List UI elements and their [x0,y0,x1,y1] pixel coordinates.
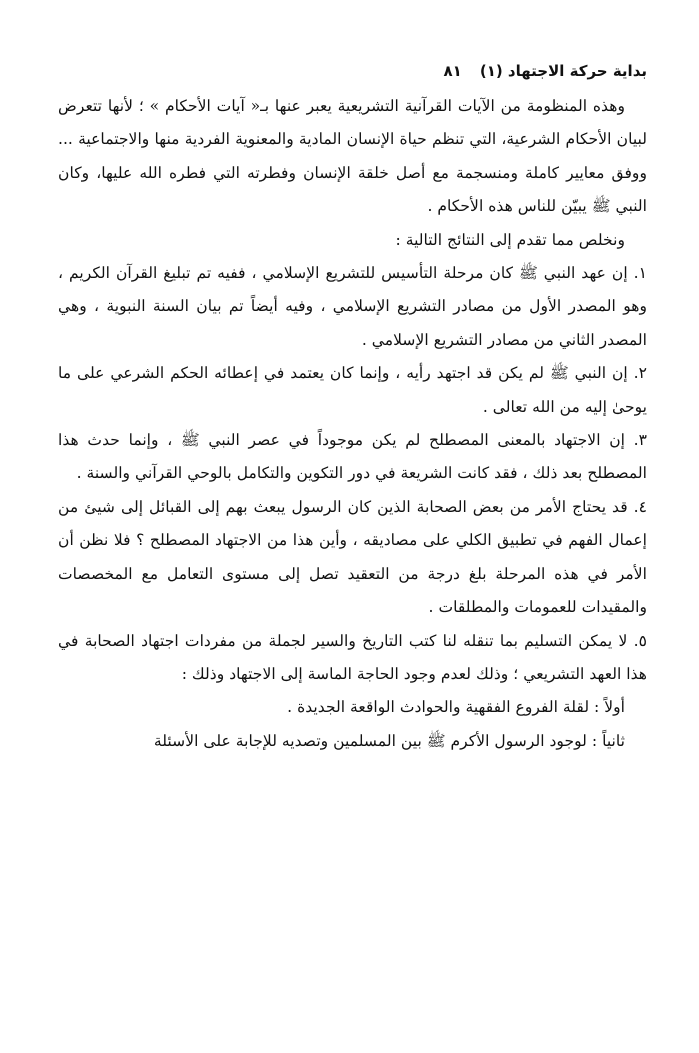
body-text [58,90,647,758]
paragraph-point-5: ٥. لا يمكن التسليم بما تنقله لنا كتب التاريخ والسير لجملة من مفردات اجتهاد الصحابة في هذا العهد التشريعي ؛ وذلك لعدم وجود الحاجة الماسة إلى الاجتهاد وذلك : [58,631,647,683]
paragraph-point-2: ٢. إن النبي ﷺ لم يكن قد اجتهد رأيه ، وإنما كان يعتمد في إعطائه الحكم الشرعي على ما يوحىٰ إليه من الله تعالى . [58,364,647,416]
paragraph-conclusions-lead: ونخلص مما تقدم إلى النتائج التالية : [395,230,625,249]
chapter-title: بداية حركة الاجتهاد (١) [479,62,647,80]
paragraph-first-reason: أولاً : لقلة الفروع الفقهية والحوادث الواقعة الجديدة . [287,698,625,717]
paragraph-intro: وهذه المنظومة من الآيات القرآنية التشريعية يعبر عنها بـ« آيات الأحكام » ؛ لأنها تتعرض لبيان الأحكام الشرعية، التي تنظم حياة الإنسان المادية والمعنوية الفردية منها والاجتماعية ... ووفق معايير كاملة ومنسجمة مع أصل خلقة الإنسان وفطرته التي فطره الله عليها، وكان النبي ﷺ يبيّن للناس هذه الأحكام . [58,97,647,216]
paragraph-point-4: ٤. قد يحتاج الأمر من بعض الصحابة الذين كان الرسول يبعث بهم إلى القبائل إلى شيئ من إعمال الفهم في تطبيق الكلي على مصاديقه ، وأين هذا من الاجتهاد المصطلح ؟ فلا نظن أن الأمر في هذه المرحلة بلغ درجة من التعقيد تصل إلى مستوى التعامل مع المخصصات والمقيدات للعمومات والمطلقات . [58,497,647,617]
paragraph-second-reason: ثانياً : لوجود الرسول الأكرم ﷺ بين المسلمين وتصديه للإجابة على الأسئلة [153,731,625,750]
page-number: ٨١ [443,62,462,80]
paragraph-point-3: ٣. إن الاجتهاد بالمعنى المصطلح لم يكن موجوداً في عصر النبي ﷺ ، وإنما حدث هذا المصطلح بعد ذلك ، فقد كانت الشريعة في دور التكوين والتكامل بالوحي القرآني والسنة . [58,431,647,483]
running-header [58,62,647,80]
paragraph-point-1: ١. إن عهد النبي ﷺ كان مرحلة التأسيس للتشريع الإسلامي ، ففيه تم تبليغ القرآن الكريم ، وهو المصدر الأول من مصادر التشريع الإسلامي ، وفيه أيضاً تم بيان السنة النبوية ، وهي المصدر الثاني من مصادر التشريع الإسلامي . [58,264,647,349]
